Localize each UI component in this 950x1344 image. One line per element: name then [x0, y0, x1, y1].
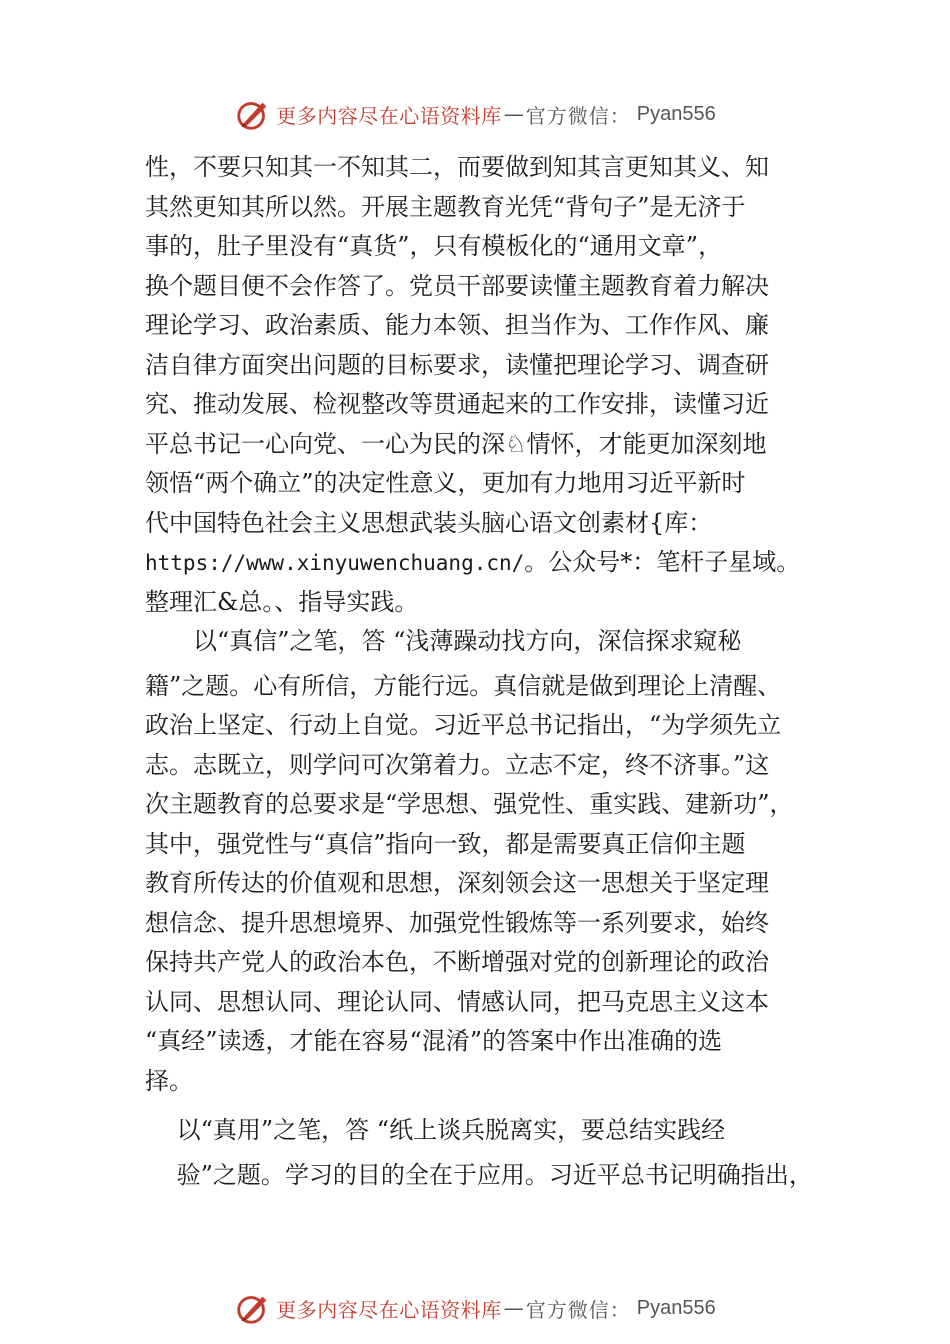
text-line: 政治上坚定、行动上自觉。习近平总书记指出，“为学须先立 [145, 711, 782, 739]
text-line: 志。志既立，则学问可次第着力。立志不定，终不济事。”这 [145, 750, 770, 779]
url-suffix: 。公众号*：笔杆子星域。 [524, 548, 801, 576]
text-line: 理论学习、政治素质、能力本领、担当作为、工作作风、廉 [145, 311, 769, 339]
footer-wechat-handle: Pyan556 [636, 1296, 716, 1319]
text-line: 究、推动发展、检视整改等贯通起来的工作安排，读懂习近 [145, 390, 769, 418]
pen-logo-icon [234, 1289, 272, 1327]
footer-dash: — [503, 1296, 524, 1320]
text-line: 整理汇&总。、指导实践。 [145, 587, 419, 616]
text-line: 认同、思想认同、理论认同、情感认同，把马克思主义这本 [145, 987, 769, 1016]
text-line: 性，不要只知其一不知其二，而要做到知其言更知其义、知 [145, 153, 769, 181]
text-line: 其中，强党性与“真信”指向一致，都是需要真正信仰主题 [145, 829, 746, 858]
header-brand: 更多内容尽在心语资料库 [276, 103, 502, 128]
pen-logo-icon [234, 95, 272, 133]
text-line: “真经”读透，才能在容易“混淆”的答案中作出准确的选 [145, 1027, 723, 1055]
url-line [145, 543, 845, 583]
text-line: 择。 [145, 1066, 193, 1095]
header-banner [0, 94, 950, 134]
text-line: 领悟“两个确立”的决定性意义，更加有力地用习近平新时 [145, 469, 746, 497]
text-line: 籍”之题。心有所信，方能行远。真信就是做到理论上清醒、 [145, 671, 782, 700]
text-line: 保持共产党人的政治本色，不断增强对党的创新理论的政治 [145, 948, 769, 976]
footer-brand: 更多内容尽在心语资料库 [276, 1297, 502, 1322]
header-dash: — [503, 102, 524, 126]
text-line: 平总书记一心向党、一心为民的深♘情怀，才能更加深刻地 [145, 429, 767, 458]
text-line: 次主题教育的总要求是“学思想、强党性、重实践、建新功”， [145, 790, 794, 818]
text-line: 以“真用”之笔，答 “纸上谈兵脱离实，要总结实践经 [145, 1116, 726, 1144]
text-line: 事的，肚子里没有“真货”，只有模板化的“通用文章”， [145, 232, 723, 260]
text-line: 以“真信”之笔，答 “浅薄躁动找方向，深信探求窥秘 [145, 627, 742, 655]
text-line: 其然更知其所以然。开展主题教育光凭“背句子”是无济于 [145, 192, 746, 221]
footer-banner [0, 1288, 950, 1328]
text-line: 代中国特色社会主义思想武装头脑心语文创素材{库： [145, 508, 713, 537]
footer-wechat-label: 官方微信： [525, 1297, 631, 1322]
text-line: 想信念、提升思想境界、加强党性锻炼等一系列要求，始终 [145, 908, 769, 937]
text-line: 洁自律方面突出问题的目标要求，读懂把理论学习、调查研 [145, 350, 769, 379]
header-wechat-handle: Pyan556 [636, 102, 716, 125]
text-line: 验”之题。学习的目的全在于应用。习近平总书记明确指出， [145, 1160, 813, 1189]
text-line: 教育所传达的价值观和思想，深刻领会这一思想关于坚定理 [145, 869, 769, 897]
header-wechat-label: 官方微信： [525, 103, 631, 128]
website-url: https://www.xinyuwenchuang.cn/ [145, 551, 525, 575]
document-body [145, 148, 845, 1195]
text-line: 换个题目便不会作答了。党员干部要读懂主题教育着力解决 [145, 271, 769, 300]
